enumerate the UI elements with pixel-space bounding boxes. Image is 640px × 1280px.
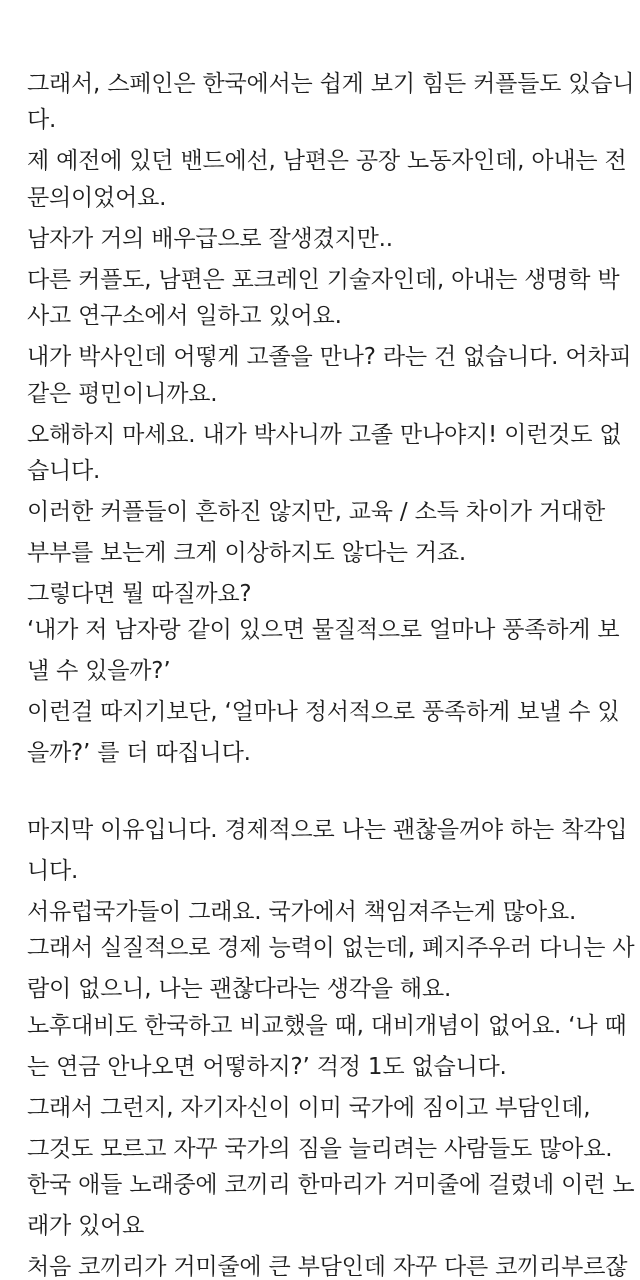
text-line: 그렇다면 뭘 따질까요? — [27, 581, 252, 607]
text-line: 그래서 그런지, 자기자신이 이미 국가에 짐이고 부담인데, — [27, 1095, 591, 1121]
text-line: 는 연금 안나오면 어떻하지?’ 걱정 1도 없습니다. — [27, 1054, 507, 1080]
text-line: 내가 박사인데 어떻게 고졸을 만나? 라는 건 없습니다. 어차피 — [27, 344, 632, 370]
text-line: 남자가 거의 배우급으로 잘생겼지만.. — [27, 226, 393, 252]
text-line: 한국 애들 노래중에 코끼리 한마리가 거미줄에 걸렸네 이런 노 — [27, 1172, 635, 1198]
text-line: 오해하지 마세요. 내가 박사니까 고졸 만나야지! 이런것도 없 — [27, 422, 622, 448]
text-line: 서유럽국가들이 그래요. 국가에서 책임져주는게 많아요. — [27, 899, 577, 925]
text-line: 이런걸 따지기보단, ‘얼마나 정서적으로 풍족하게 보낼 수 있 — [27, 699, 620, 725]
text-line: 습니다. — [27, 458, 101, 484]
text-line: 람이 없으니, 나는 괜찮다라는 생각을 해요. — [27, 976, 452, 1002]
text-line: 을까?’ 를 더 따집니다. — [27, 740, 251, 766]
text-line: 이러한 커플들이 흔하진 않지만, 교육 / 소득 차이가 거대한 — [27, 499, 605, 525]
text-line: 그것도 모르고 자꾸 국가의 짐을 늘리려는 사람들도 많아요. — [27, 1136, 613, 1162]
text-line: 문의이었어요. — [27, 185, 167, 211]
text-line: ‘내가 저 남자랑 같이 있으면 물질적으로 얼마나 풍족하게 보 — [27, 617, 620, 643]
text-line: 제 예전에 있던 밴드에선, 남편은 공장 노동자인데, 아내는 전 — [27, 148, 627, 174]
text-line: 그래서, 스페인은 한국에서는 쉽게 보기 힘든 커플들도 있습니 — [27, 71, 635, 97]
text-line: 니다. — [27, 858, 79, 884]
text-line: 래가 있어요 — [27, 1213, 145, 1239]
text-line: 다. — [27, 107, 57, 133]
text-line: 부부를 보는게 크게 이상하지도 않다는 거죠. — [27, 540, 466, 566]
text-line: 그래서 실질적으로 경제 능력이 없는데, 폐지주우러 다니는 사 — [27, 935, 635, 961]
text-line: 마지막 이유입니다. 경제적으로 나는 괜찮을꺼야 하는 착각입 — [27, 817, 628, 843]
text-line: 처음 코끼리가 거미줄에 큰 부담인데 자꾸 다른 코끼리부르잖 — [27, 1254, 628, 1280]
text-line: 노후대비도 한국하고 비교했을 때, 대비개념이 없어요. ‘나 때 — [27, 1013, 627, 1039]
text-line: 같은 평민이니까요. — [27, 381, 218, 407]
text-line: 낼 수 있을까?’ — [27, 658, 171, 684]
text-line: 다른 커플도, 남편은 포크레인 기술자인데, 아내는 생명학 박 — [27, 267, 620, 293]
text-line: 사고 연구소에서 일하고 있어요. — [27, 303, 342, 329]
